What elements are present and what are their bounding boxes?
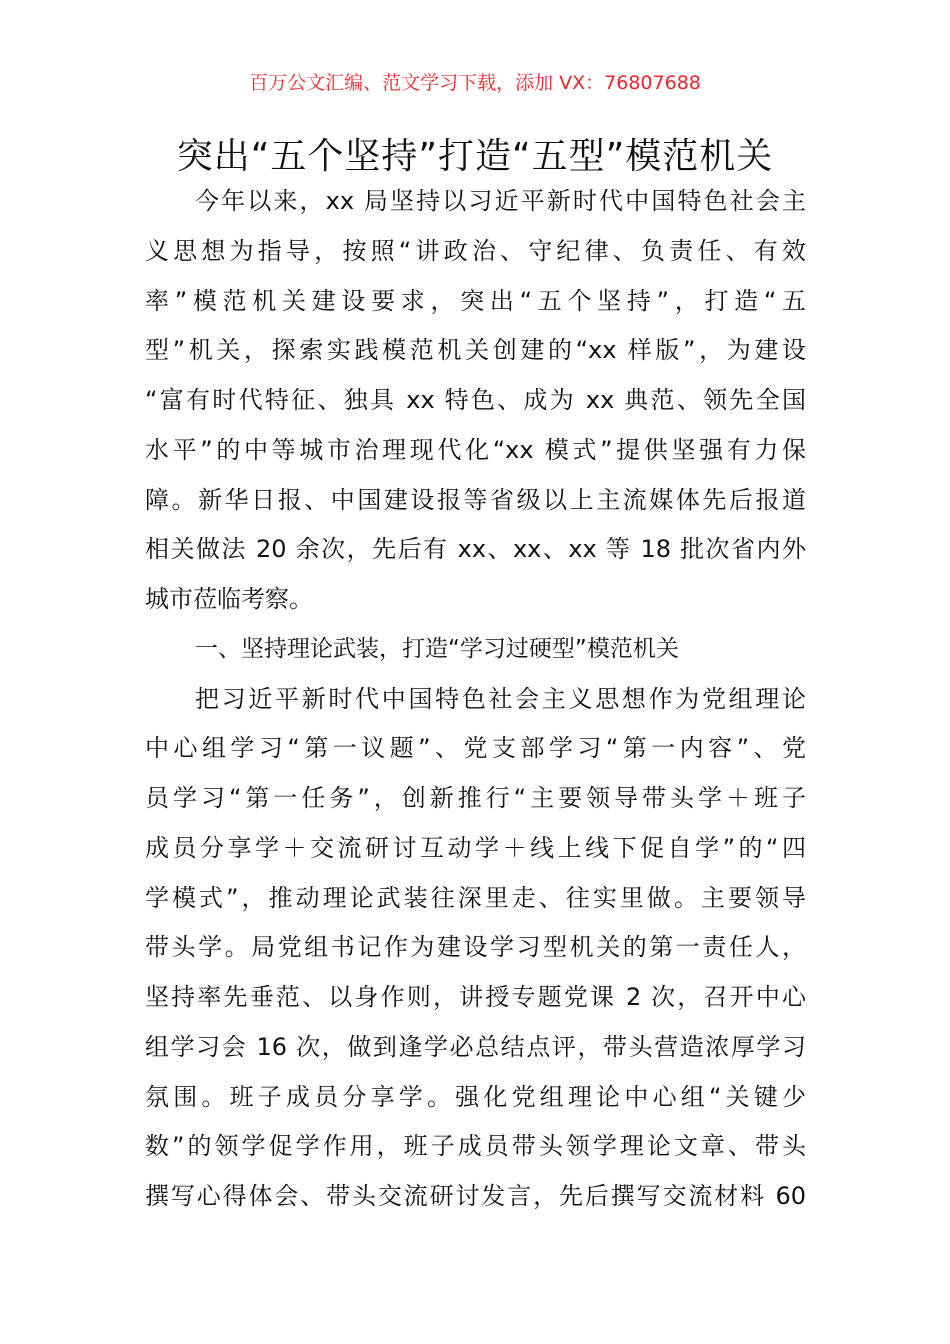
paragraph-line: 今年以来，xx 局坚持以习近平新时代中国特色社会主 [195,187,806,215]
paragraph-line: 撰写心得体会、带头交流研讨发言，先后撰写交流材料 60 [145,1182,806,1210]
paragraph-line: 员学习“第一任务”，创新推行“主要领导带头学＋班子 [145,784,806,812]
paragraph-line: 相关做法 20 余次，先后有 xx、xx、xx 等 18 批次省内外 [145,535,806,564]
paragraph-line: 障。新华日报、中国建设报等省级以上主流媒体先后报道 [145,485,806,514]
paragraph-line: “富有时代特征、独具 xx 特色、成为 xx 典范、领先全国 [145,386,806,414]
document-title: 突出“五个坚持”打造“五型”模范机关 [176,136,774,177]
watermark-header: 百万公文汇编、范文学习下载，添加 VX：76807688 [249,72,701,94]
paragraph-line: 成员分享学＋交流研讨互动学＋线上线下促自学”的“四 [145,833,806,862]
paragraph-line: 水平”的中等城市治理现代化“xx 模式”提供坚强有力保 [145,435,806,464]
paragraph-line: 组学习会 16 次，做到逢学必总结点评，带头营造浓厚学习 [145,1032,806,1061]
paragraph-line: 氛围。班子成员分享学。强化党组理论中心组“关键少 [145,1082,806,1111]
paragraph-line: 中心组学习“第一议题”、党支部学习“第一内容”、党 [145,734,806,763]
paragraph-line: 坚持率先垂范、以身作则，讲授专题党课 2 次，召开中心 [145,983,806,1011]
paragraph-line: 型”机关，探索实践模范机关创建的“xx 样版”，为建设 [145,336,806,365]
paragraph-line: 带头学。局党组书记作为建设学习型机关的第一责任人， [145,933,806,962]
paragraph-line: 数”的领学促学作用，班子成员带头领学理论文章、带头 [145,1132,806,1161]
paragraph-line: 城市莅临考察。 [145,585,313,613]
paragraph-line: 义思想为指导，按照“讲政治、守纪律、负责任、有效 [145,236,806,265]
section-heading: 一、坚持理论武装，打造“学习过硬型”模范机关 [195,635,679,662]
paragraph-line: 学模式”，推动理论武装往深里走、往实里做。主要领导 [145,883,806,912]
paragraph-line: 把习近平新时代中国特色社会主义思想作为党组理论 [195,684,806,713]
paragraph-line: 率”模范机关建设要求，突出“五个坚持”，打造“五 [145,286,806,315]
